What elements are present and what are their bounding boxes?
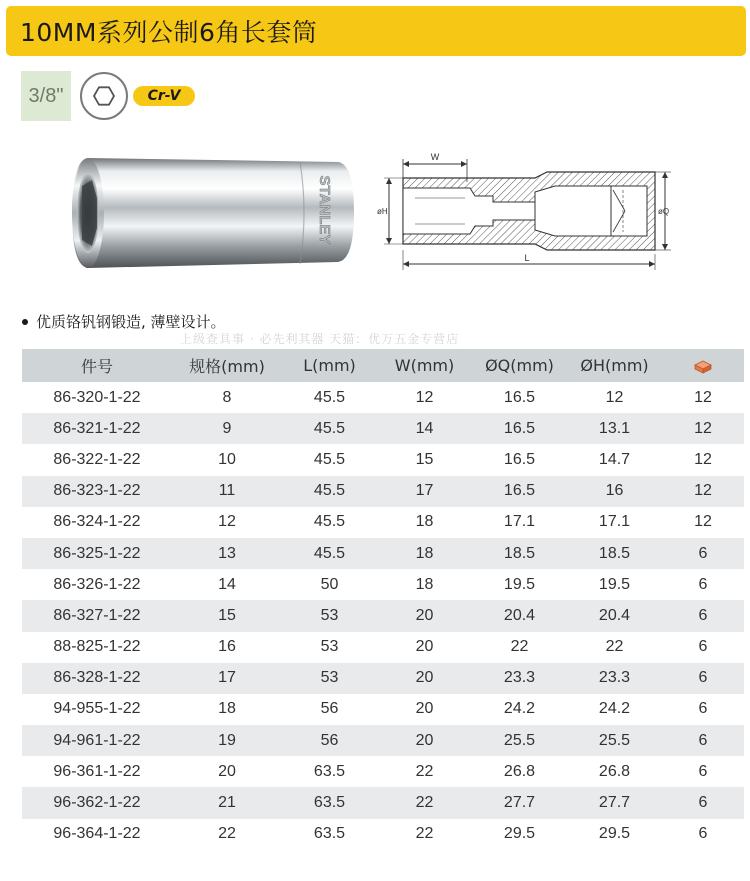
cell-part-number: 86-321-1-22: [22, 413, 172, 444]
cell-head-diameter: 22: [567, 632, 662, 663]
cell-head-diameter: 25.5: [567, 725, 662, 756]
watermark-text: 上级查具事 · 必先利其器 天猫：优万五金专营店: [180, 332, 460, 346]
cell-outer-diameter: 16.5: [472, 382, 567, 413]
socket-brand-text: STANLEY: [316, 175, 333, 245]
cell-outer-diameter: 19.5: [472, 569, 567, 600]
cell-pack-qty: 6: [662, 787, 744, 818]
hexagon-icon: [79, 71, 129, 121]
socket-technical-drawing: [375, 150, 675, 275]
cell-part-number: 96-362-1-22: [22, 787, 172, 818]
cell-size: 17: [172, 663, 282, 694]
cell-pack-qty: 6: [662, 663, 744, 694]
page-title: 10MM系列公制6角长套筒: [6, 6, 746, 56]
cell-pack-qty: 6: [662, 756, 744, 787]
cell-head-diameter: 19.5: [567, 569, 662, 600]
cell-part-number: 96-364-1-22: [22, 819, 172, 850]
table-row: [22, 538, 744, 569]
cell-part-number: 88-825-1-22: [22, 632, 172, 663]
cell-size: 21: [172, 787, 282, 818]
cell-pack-qty: 6: [662, 694, 744, 725]
cell-head-diameter: 26.8: [567, 756, 662, 787]
header-width: W(mm): [377, 349, 472, 382]
cell-part-number: 94-961-1-22: [22, 725, 172, 756]
cell-part-number: 86-322-1-22: [22, 444, 172, 475]
cell-width: 12: [377, 382, 472, 413]
cell-pack-qty: 6: [662, 538, 744, 569]
cell-size: 9: [172, 413, 282, 444]
cell-length: 63.5: [282, 756, 377, 787]
cell-length: 50: [282, 569, 377, 600]
header-part-number: 件号: [22, 349, 172, 382]
cell-part-number: 86-324-1-22: [22, 507, 172, 538]
cell-part-number: 86-323-1-22: [22, 476, 172, 507]
cell-length: 45.5: [282, 507, 377, 538]
dim-l-label: L: [524, 253, 530, 263]
cell-outer-diameter: 26.8: [472, 756, 567, 787]
table-row: [22, 413, 744, 444]
cell-pack-qty: 12: [662, 413, 744, 444]
cell-length: 45.5: [282, 444, 377, 475]
header-pack-qty: [662, 349, 744, 382]
cell-length: 53: [282, 663, 377, 694]
table-row: [22, 756, 744, 787]
cell-head-diameter: 24.2: [567, 694, 662, 725]
cell-size: 14: [172, 569, 282, 600]
cell-outer-diameter: 18.5: [472, 538, 567, 569]
cell-size: 8: [172, 382, 282, 413]
cell-part-number: 86-328-1-22: [22, 663, 172, 694]
cell-size: 22: [172, 819, 282, 850]
cell-width: 15: [377, 444, 472, 475]
cell-outer-diameter: 22: [472, 632, 567, 663]
cell-length: 45.5: [282, 382, 377, 413]
cell-pack-qty: 6: [662, 569, 744, 600]
cell-width: 22: [377, 787, 472, 818]
header-size: 规格(mm): [172, 349, 282, 382]
package-icon: [694, 360, 712, 374]
cell-part-number: 86-320-1-22: [22, 382, 172, 413]
cell-size: 12: [172, 507, 282, 538]
cell-width: 18: [377, 507, 472, 538]
cell-pack-qty: 12: [662, 507, 744, 538]
cell-pack-qty: 6: [662, 819, 744, 850]
cell-head-diameter: 27.7: [567, 787, 662, 818]
cell-width: 22: [377, 819, 472, 850]
cell-head-diameter: 17.1: [567, 507, 662, 538]
cell-pack-qty: 6: [662, 632, 744, 663]
table-row: [22, 819, 744, 850]
cell-outer-diameter: 27.7: [472, 787, 567, 818]
table-row: [22, 632, 744, 663]
bullet-dot: [22, 319, 28, 325]
cell-head-diameter: 14.7: [567, 444, 662, 475]
cell-outer-diameter: 16.5: [472, 444, 567, 475]
header-outer-diameter: ØQ(mm): [472, 349, 567, 382]
cell-size: 13: [172, 538, 282, 569]
cell-size: 20: [172, 756, 282, 787]
cell-head-diameter: 18.5: [567, 538, 662, 569]
cell-outer-diameter: 23.3: [472, 663, 567, 694]
cell-outer-diameter: 17.1: [472, 507, 567, 538]
cell-length: 63.5: [282, 819, 377, 850]
drive-size-badge: 3/8": [21, 71, 71, 121]
table-row: [22, 507, 744, 538]
cell-width: 20: [377, 600, 472, 631]
material-badge: Cr-V: [133, 86, 195, 106]
cell-width: 20: [377, 632, 472, 663]
cell-width: 18: [377, 569, 472, 600]
cell-part-number: 86-325-1-22: [22, 538, 172, 569]
cell-size: 19: [172, 725, 282, 756]
table-row: [22, 444, 744, 475]
cell-width: 18: [377, 538, 472, 569]
spec-table: [22, 349, 744, 850]
table-header-row: [22, 349, 744, 382]
cell-length: 45.5: [282, 413, 377, 444]
cell-outer-diameter: 20.4: [472, 600, 567, 631]
cell-head-diameter: 20.4: [567, 600, 662, 631]
cell-pack-qty: 12: [662, 476, 744, 507]
cell-width: 20: [377, 663, 472, 694]
cell-part-number: 86-327-1-22: [22, 600, 172, 631]
cell-length: 63.5: [282, 787, 377, 818]
cell-length: 53: [282, 600, 377, 631]
cell-width: 22: [377, 756, 472, 787]
table-row: [22, 569, 744, 600]
dim-w-label: W: [430, 152, 440, 162]
cell-outer-diameter: 29.5: [472, 819, 567, 850]
cell-size: 16: [172, 632, 282, 663]
socket-photo: [70, 148, 360, 278]
cell-size: 11: [172, 476, 282, 507]
cell-length: 56: [282, 725, 377, 756]
cell-length: 45.5: [282, 476, 377, 507]
cell-pack-qty: 6: [662, 725, 744, 756]
table-row: [22, 600, 744, 631]
cell-length: 45.5: [282, 538, 377, 569]
cell-head-diameter: 29.5: [567, 819, 662, 850]
feature-text: 优质铬钒钢锻造, 薄壁设计。: [36, 313, 226, 331]
table-row: [22, 725, 744, 756]
table-row: [22, 787, 744, 818]
cell-outer-diameter: 16.5: [472, 413, 567, 444]
cell-outer-diameter: 16.5: [472, 476, 567, 507]
cell-part-number: 86-326-1-22: [22, 569, 172, 600]
table-row: [22, 476, 744, 507]
cell-length: 56: [282, 694, 377, 725]
cell-width: 17: [377, 476, 472, 507]
dim-q-label: øQ: [658, 207, 670, 216]
cell-part-number: 94-955-1-22: [22, 694, 172, 725]
table-row: [22, 663, 744, 694]
cell-head-diameter: 23.3: [567, 663, 662, 694]
cell-pack-qty: 12: [662, 444, 744, 475]
cell-width: 14: [377, 413, 472, 444]
cell-size: 18: [172, 694, 282, 725]
dim-h-label: øH: [377, 207, 388, 216]
cell-size: 10: [172, 444, 282, 475]
cell-pack-qty: 6: [662, 600, 744, 631]
cell-outer-diameter: 25.5: [472, 725, 567, 756]
table-row: [22, 382, 744, 413]
table-row: [22, 694, 744, 725]
cell-width: 20: [377, 725, 472, 756]
cell-length: 53: [282, 632, 377, 663]
cell-pack-qty: 12: [662, 382, 744, 413]
header-length: L(mm): [282, 349, 377, 382]
cell-part-number: 96-361-1-22: [22, 756, 172, 787]
cell-size: 15: [172, 600, 282, 631]
cell-head-diameter: 13.1: [567, 413, 662, 444]
spec-badges: [21, 71, 195, 121]
feature-bullet: [22, 311, 226, 332]
header-head-diameter: ØH(mm): [567, 349, 662, 382]
cell-head-diameter: 12: [567, 382, 662, 413]
cell-head-diameter: 16: [567, 476, 662, 507]
cell-width: 20: [377, 694, 472, 725]
cell-outer-diameter: 24.2: [472, 694, 567, 725]
